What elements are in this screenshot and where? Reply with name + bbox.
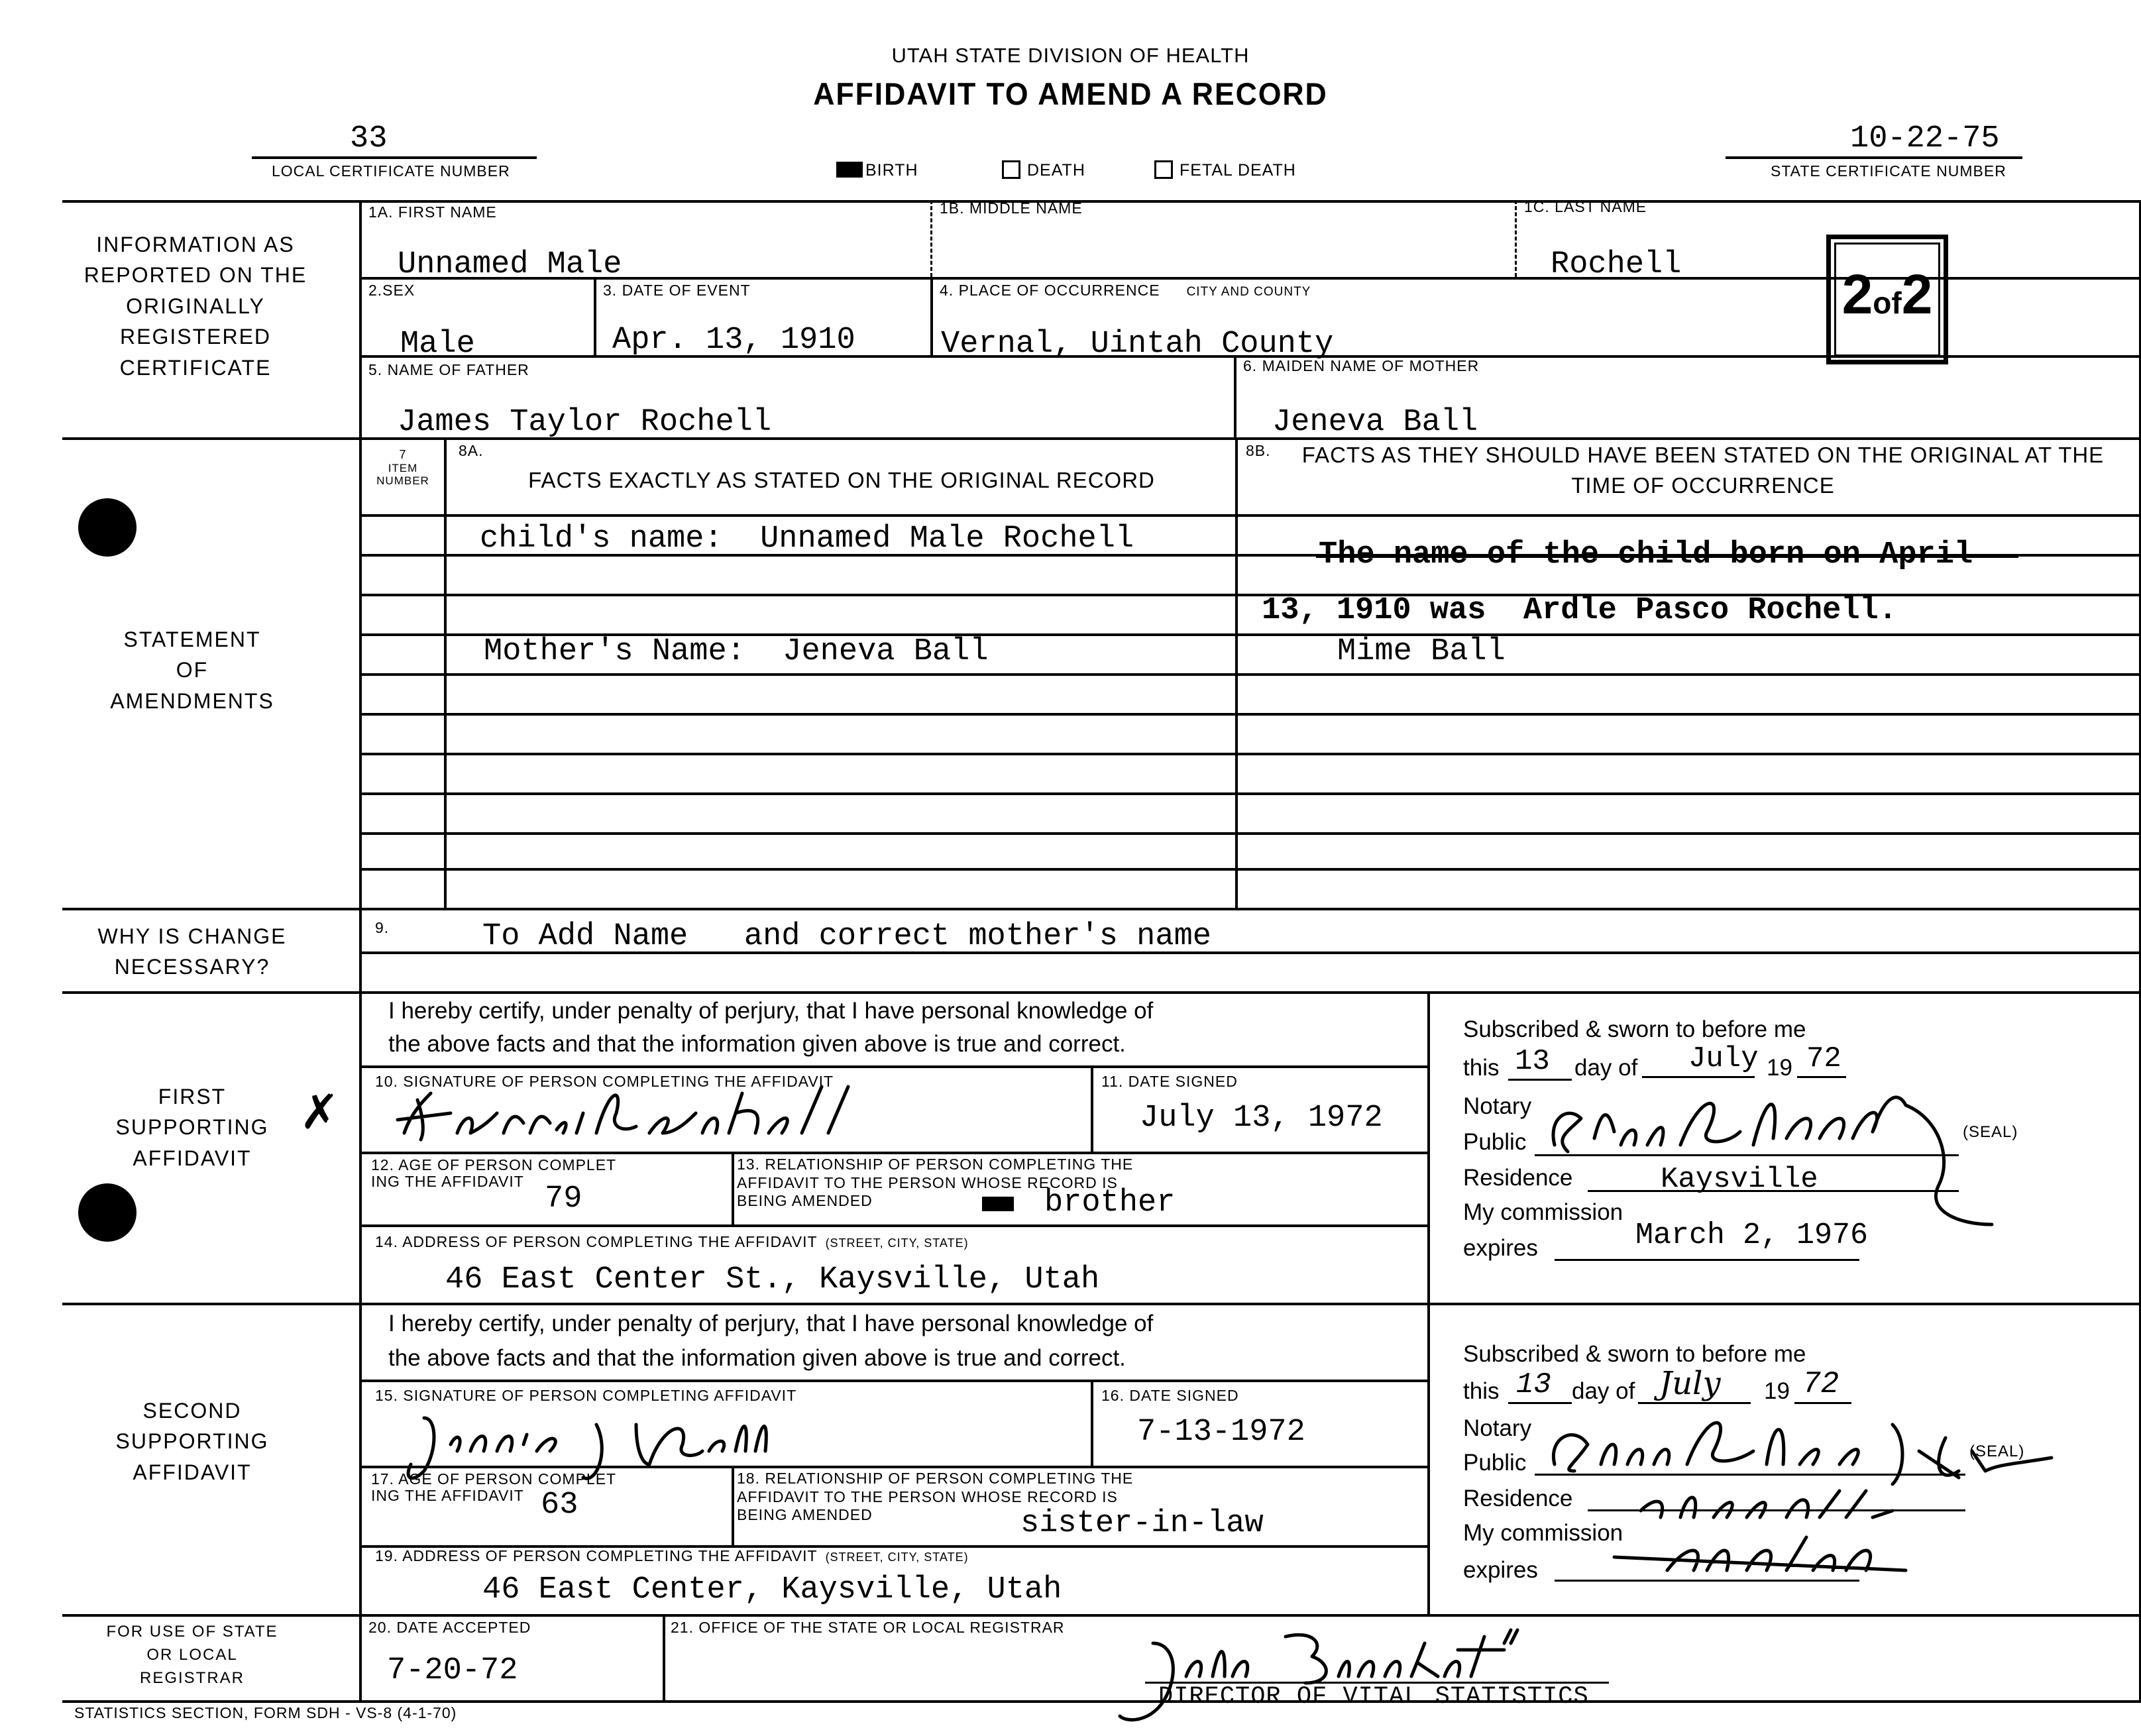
second-notary-divider <box>1427 1303 1430 1614</box>
first-address-value: 46 East Center St., Kaysville, Utah <box>445 1262 1100 1297</box>
redaction-mark <box>982 1197 1014 1211</box>
amend-line-9 <box>359 832 2139 835</box>
local-certificate-label: LOCAL CERTIFICATE NUMBER <box>272 162 510 180</box>
correct-fact-2: Mime Ball <box>1337 634 1506 669</box>
second-address-label: 19. ADDRESS OF PERSON COMPLETING THE AFFIDAVIT (STREET, CITY, STATE) <box>375 1547 969 1564</box>
first-name-value: Unnamed Male <box>398 247 622 282</box>
first-signature-label: 10. SIGNATURE OF PERSON COMPLETING THE AFFIDAVIT <box>375 1073 834 1090</box>
col-8b-title: FACTS AS THEY SHOULD HAVE BEEN STATED ON THE ORIGINAL AT THE TIME OF OCCURRENCE <box>1301 443 2105 498</box>
first-notary-divider <box>1427 991 1430 1303</box>
section-label-divider <box>359 200 362 1701</box>
first-notary-day-of: day of <box>1574 1055 1638 1081</box>
mother-maiden-label: 6. MAIDEN NAME OF MOTHER <box>1243 357 1480 374</box>
first-relationship-value: brother <box>1044 1185 1176 1221</box>
second-section-label: SECOND SUPPORTING AFFIDAVIT <box>115 1399 269 1484</box>
second-residence-line <box>1588 1509 1965 1511</box>
strike-through <box>1316 555 2018 558</box>
birth-checkbox[interactable]: BIRTH <box>836 162 918 180</box>
second-sig-date-divider <box>1091 1380 1093 1466</box>
second-notary-year-prefix: 19 <box>1764 1378 1790 1404</box>
office-label: 21. OFFICE OF THE STATE OR LOCAL REGISTRAR <box>671 1619 1065 1636</box>
second-commission-label: My commission <box>1463 1520 1623 1546</box>
first-notary-label: Notary <box>1463 1093 1532 1119</box>
director-line <box>1145 1682 1609 1684</box>
first-expires-line <box>1555 1259 1859 1261</box>
first-notary-sworn: Subscribed & sworn to before me <box>1463 1016 1806 1042</box>
first-relationship-label: 13. RELATIONSHIP OF PERSON COMPLETING THE AFFIDAVIT TO THE PERSON WHOSE RECORD IS BEING AMENDED <box>737 1156 1134 1210</box>
original-correct-divider <box>1235 437 1238 908</box>
first-age-rel-divider <box>732 1152 734 1224</box>
second-notary-day-of: day of <box>1572 1378 1635 1404</box>
amend-line-1 <box>359 514 2139 517</box>
sex-date-divider <box>594 277 596 355</box>
second-notary-label: Notary <box>1463 1415 1532 1441</box>
page-stamp-of: of <box>1873 286 1902 320</box>
first-expires-label: expires <box>1463 1235 1538 1261</box>
col-8b-label: 8B. <box>1246 442 1271 459</box>
amend-line-7 <box>359 753 2139 755</box>
father-mother-divider <box>1234 355 1236 437</box>
second-expires-label: expires <box>1463 1557 1538 1583</box>
first-date-label: 11. DATE SIGNED <box>1101 1073 1238 1090</box>
second-notary-day: 13 <box>1516 1368 1551 1401</box>
father-label: 5. NAME OF FATHER <box>368 361 529 378</box>
date-place-divider <box>930 277 933 355</box>
second-notary-this: this <box>1463 1378 1500 1404</box>
registrar-signature-image <box>1113 1617 1524 1736</box>
first-residence-value: Kaysville <box>1661 1163 1818 1196</box>
first-public-line <box>1535 1154 1959 1156</box>
first-section-label: FIRST SUPPORTING AFFIDAVIT <box>115 1085 269 1170</box>
first-notary-month: July <box>1688 1042 1759 1075</box>
second-certify-line-1: I hereby certify, under penalty of perjury, that I have personal knowledge of <box>388 1311 1154 1336</box>
second-public-label: Public <box>1463 1450 1527 1476</box>
date-accepted-value: 7-20-72 <box>387 1653 518 1688</box>
first-commission-label: My commission <box>1463 1199 1623 1225</box>
first-section-bottom <box>62 1303 2141 1305</box>
second-notary-signature-image <box>1535 1398 2078 1597</box>
first-notary-year-prefix: 19 <box>1767 1055 1792 1081</box>
first-notary-this: this <box>1463 1055 1500 1081</box>
middle-name-label: 1B. MIDDLE NAME <box>940 199 1083 217</box>
second-notary-month: July <box>1659 1365 1721 1402</box>
amend-line-6 <box>359 713 2139 716</box>
first-seal-label: (SEAL) <box>1963 1123 2018 1141</box>
x-mark: ✗ <box>300 1084 340 1140</box>
first-notary-year: 72 <box>1806 1042 1841 1075</box>
why-section-bottom <box>62 991 2141 994</box>
registrar-section-label: FOR USE OF STATE OR LOCAL REGISTRAR <box>106 1623 278 1687</box>
first-date-value: July 13, 1972 <box>1140 1101 1383 1136</box>
director-title: DIRECTOR OF VITAL STATISTICS <box>1158 1683 1589 1711</box>
first-expires-value: March 2, 1976 <box>1635 1219 1869 1252</box>
correct-fact-1a: The name of the child born on April <box>1319 537 1973 572</box>
fetal-death-checkbox[interactable]: FETAL DEATH <box>1154 162 1296 180</box>
correct-fact-1b: 13, 1910 was Ardle Pasco Rochell. <box>1262 593 1897 628</box>
mother-maiden-value: Jeneva Ball <box>1272 405 1478 440</box>
amend-line-5 <box>359 673 2139 676</box>
second-notary-sworn: Subscribed & sworn to before me <box>1463 1341 1806 1367</box>
punch-hole-icon <box>78 1183 137 1242</box>
date-office-divider <box>663 1614 665 1700</box>
state-certificate-number: 10-22-75 <box>1850 121 2000 156</box>
second-relationship-value: sister-in-law <box>1020 1506 1264 1541</box>
second-address-value: 46 East Center, Kaysville, Utah <box>482 1572 1062 1607</box>
date-of-event-value: Apr. 13, 1910 <box>612 323 855 358</box>
first-address-label: 14. ADDRESS OF PERSON COMPLETING THE AFFIDAVIT (STREET, CITY, STATE) <box>375 1233 969 1250</box>
checked-box-icon <box>836 162 863 178</box>
info-section-label: INFORMATION AS REPORTED ON THE ORIGINALLY REGISTERED CERTIFICATE <box>83 233 307 380</box>
local-certificate-line <box>252 156 537 159</box>
page-stamp-num: 2 <box>1841 263 1873 325</box>
first-notary-day: 13 <box>1515 1045 1550 1078</box>
place-value: Vernal, Uintah County <box>941 327 1334 362</box>
empty-box-icon <box>1002 160 1020 179</box>
page-stamp-total: 2 <box>1901 263 1933 325</box>
first-signature-image <box>384 1073 981 1153</box>
father-value: James Taylor Rochell <box>398 405 772 440</box>
second-section-bottom <box>62 1614 2141 1617</box>
punch-hole-icon <box>78 498 137 557</box>
state-certificate-line <box>1726 156 2022 159</box>
why-section-label: WHY IS CHANGE NECESSARY? <box>97 924 287 979</box>
item-number-label: 7 ITEM NUMBER <box>376 448 429 488</box>
second-seal-label: (SEAL) <box>1969 1442 2025 1460</box>
form-footer: STATISTICS SECTION, FORM SDH - VS-8 (4-1-70) <box>74 1704 457 1721</box>
last-name-label: 1C. LAST NAME <box>1524 198 1647 215</box>
second-expires-line <box>1555 1580 1859 1582</box>
second-date-label: 16. DATE SIGNED <box>1101 1387 1239 1404</box>
first-sig-date-divider <box>1091 1065 1093 1152</box>
form-bottom-border <box>62 1700 2141 1703</box>
place-label: 4. PLACE OF OCCURRENCE CITY AND COUNTY <box>940 282 1311 299</box>
amend-section-bottom <box>62 908 2141 910</box>
first-certify-line-2: the above facts and that the information given above is true and correct. <box>388 1031 1126 1057</box>
last-name-value: Rochell <box>1551 247 1682 282</box>
first-age-bottom <box>359 1224 1427 1227</box>
second-residence-label: Residence <box>1463 1486 1573 1511</box>
second-relationship-label: 18. RELATIONSHIP OF PERSON COMPLETING THE AFFIDAVIT TO THE PERSON WHOSE RECORD IS BEING AMENDED <box>737 1470 1134 1524</box>
amend-line-10 <box>359 868 2139 871</box>
sex-label: 2.SEX <box>368 282 415 299</box>
second-public-line <box>1535 1474 1965 1476</box>
middle-last-divider <box>1515 200 1517 277</box>
why-value: To Add Name and correct mother's name <box>482 919 1211 954</box>
first-age-label: 12. AGE OF PERSON COMPLET ING THE AFFIDAVIT <box>371 1156 617 1191</box>
second-certify-line-2: the above facts and that the information given above is true and correct. <box>388 1345 1126 1371</box>
empty-box-icon <box>1154 160 1173 179</box>
sex-value: Male <box>400 327 475 362</box>
item-number-column <box>444 437 447 908</box>
second-age-value: 63 <box>541 1488 578 1523</box>
page-stamp-inner <box>1834 243 1940 356</box>
first-public-label: Public <box>1463 1129 1527 1155</box>
death-checkbox[interactable]: DEATH <box>1002 162 1085 180</box>
second-sig-top <box>359 1380 1427 1382</box>
local-certificate-number: 33 <box>350 121 388 156</box>
first-residence-label: Residence <box>1463 1165 1573 1191</box>
date-accepted-label: 20. DATE ACCEPTED <box>368 1619 531 1636</box>
amend-line-8 <box>359 792 2139 795</box>
first-sig-top <box>359 1065 1427 1068</box>
first-name-label: 1A. FIRST NAME <box>368 203 497 221</box>
state-certificate-label: STATE CERTIFICATE NUMBER <box>1771 162 2006 180</box>
second-date-value: 7-13-1972 <box>1137 1415 1305 1450</box>
date-of-event-label: 3. DATE OF EVENT <box>603 282 751 299</box>
col-8a-title: FACTS EXACTLY AS STATED ON THE ORIGINAL RECORD <box>528 468 1155 492</box>
why-label: 9. <box>375 919 390 936</box>
first-age-value: 79 <box>545 1181 582 1217</box>
statement-section-label: STATEMENT OF AMENDMENTS <box>110 627 274 713</box>
original-fact-2: Mother's Name: Jeneva Ball <box>484 634 989 669</box>
first-residence-line <box>1588 1190 1959 1192</box>
original-fact-1: child's name: Unnamed Male Rochell <box>480 521 1134 557</box>
col-8a-label: 8A. <box>459 442 484 459</box>
second-age-label: 17. AGE OF PERSON COMPLET ING THE AFFIDAVIT <box>371 1470 617 1505</box>
first-middle-divider <box>930 200 932 277</box>
second-notary-year: 72 <box>1802 1367 1839 1401</box>
agency-name: UTAH STATE DIVISION OF HEALTH <box>891 44 1250 67</box>
first-certify-line-1: I hereby certify, under penalty of perjury, that I have personal knowledge of <box>388 998 1154 1024</box>
form-title: AFFIDAVIT TO AMEND A RECORD <box>813 76 1328 111</box>
form-top-border <box>62 200 2141 203</box>
second-signature-label: 15. SIGNATURE OF PERSON COMPLETING AFFIDAVIT <box>375 1387 797 1404</box>
